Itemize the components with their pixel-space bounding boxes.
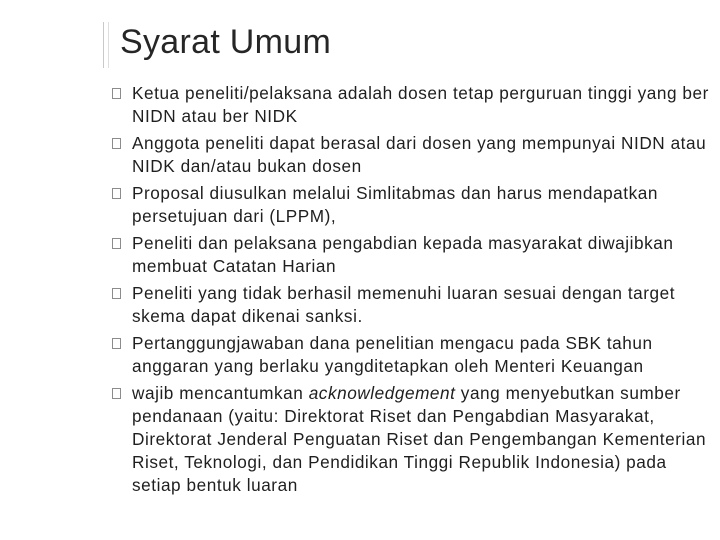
list-item-text: Proposal diusulkan melalui Simlitabmas dan harus mendapatkan persetujuan dari (LPPM),	[132, 183, 658, 226]
bullet-box-icon	[112, 388, 121, 399]
acknowledgement-term: acknowledgement	[308, 383, 456, 403]
bullet-box-icon	[112, 138, 121, 149]
list-item-text: Peneliti dan pelaksana pengabdian kepada masyarakat diwajibkan membuat Catatan Harian	[132, 233, 674, 276]
list-item-text-end: yang menyebutkan sumber pendanaan (yaitu: Direktorat Riset dan Pengabdian Masyarakat, Direktorat Jenderal Penguatan Riset dan Pengembangan Kementerian Riset, Teknologi, dan Pendidikan Tinggi Republik Indonesia) pada setiap bentuk luaran	[132, 383, 707, 495]
slide-title: Syarat Umum	[120, 23, 332, 61]
requirements-list	[112, 82, 712, 501]
list-item-text: Peneliti yang tidak berhasil memenuhi luaran sesuai dengan target skema dapat dikenai sanksi.	[132, 283, 676, 326]
bullet-box-icon	[112, 338, 121, 349]
bullet-box-icon	[112, 88, 121, 99]
list-item	[112, 132, 712, 178]
list-item	[112, 282, 712, 328]
bullet-box-icon	[112, 288, 121, 299]
list-item-text: Pertanggungjawaban dana penelitian mengacu pada SBK tahun anggaran yang berlaku yangditetapkan oleh Menteri Keuangan	[132, 333, 653, 376]
list-item-text: Ketua peneliti/pelaksana adalah dosen tetap perguruan tinggi yang ber NIDN atau ber NIDK	[132, 83, 709, 126]
list-item	[112, 332, 712, 378]
list-item	[112, 82, 712, 128]
list-item-text: Anggota peneliti dapat berasal dari dosen yang mempunyai NIDN atau NIDK dan/atau bukan dosen	[132, 133, 707, 176]
bullet-box-icon	[112, 188, 121, 199]
title-accent-line-secondary	[108, 22, 109, 68]
list-item	[112, 182, 712, 228]
bullet-box-icon	[112, 238, 121, 249]
list-item-text	[132, 383, 706, 495]
list-item	[112, 232, 712, 278]
list-item-text-start: wajib mencantumkan	[132, 383, 309, 403]
list-item	[112, 382, 712, 497]
title-accent-line	[103, 22, 104, 68]
